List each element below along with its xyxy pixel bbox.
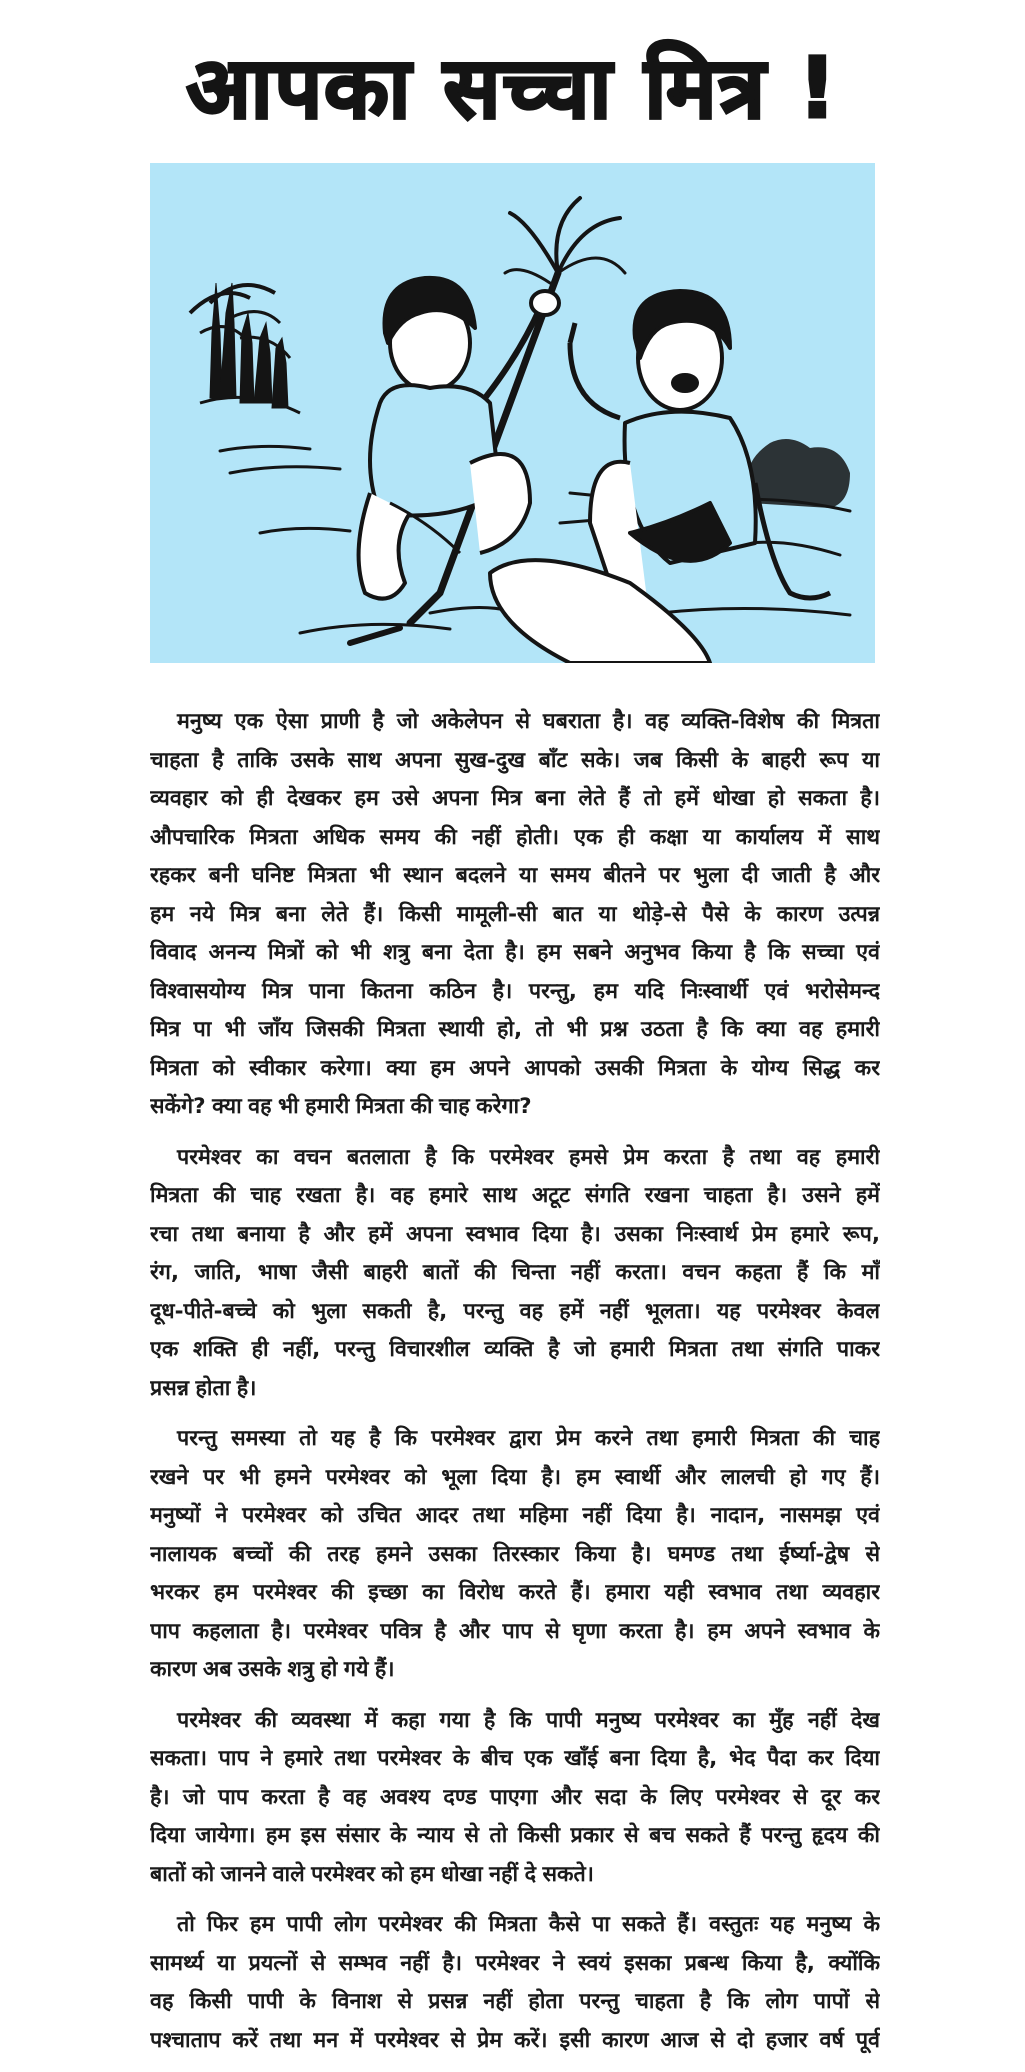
text-line: रचा तथा बनाया है और हमें अपना स्वभाव दिया है। उसका निःस्वार्थ प्रेम हमारे रूप, xyxy=(150,1221,880,1247)
article-body xyxy=(150,703,880,2072)
text-line: रहकर बनी घनिष्ट मित्रता भी स्थान बदलने या समय बीतने पर भुला दी जाती है और xyxy=(150,863,880,888)
text-line: पाप कहलाता है। परमेश्वर पवित्र है और पाप से घृणा करता है। हम अपने स्वभाव के xyxy=(150,1618,880,1644)
text-line: परमेश्वर की व्यवस्था में कहा गया है कि पापी मनुष्य परमेश्वर का मुँह नहीं देख xyxy=(177,1707,880,1733)
paragraph-4 xyxy=(150,1702,880,1895)
text-line: पश्चाताप करें तथा मन में परमेश्वर से प्रेम करें। इसी कारण आज से दो हजार वर्ष पूर्व xyxy=(150,2027,880,2053)
paragraph-5 xyxy=(150,1906,880,2060)
text-line: भरकर हम परमेश्वर की इच्छा का विरोध करते हैं। हमारा यही स्वभाव तथा व्यवहार xyxy=(150,1580,880,1605)
paragraph-3 xyxy=(150,1420,880,1690)
text-line: चाहता है ताकि उसके साथ अपना सुख-दुख बाँट सके। जब किसी के बाहरी रूप या xyxy=(150,747,880,773)
palm-trees-left xyxy=(190,283,300,413)
bush-right xyxy=(748,439,851,508)
text-line: तो फिर हम पापी लोग परमेश्वर की मित्रता कैसे पा सकते हैं। वस्तुतः यह मनुष्य के xyxy=(177,1912,880,1937)
text-line: मनुष्य एक ऐसा प्राणी है जो अकेलेपन से घबराता है। वह व्यक्ति-विशेष की मित्रता xyxy=(177,709,880,734)
page-title: आपका सच्चा मित्र ! xyxy=(186,39,839,137)
text-line: मनुष्यों ने परमेश्वर को उचित आदर तथा महिमा नहीं दिया है। नादान, नासमझ एवं xyxy=(150,1503,880,1528)
paragraph-2 xyxy=(150,1139,880,1409)
text-line: हम नये मित्र बना लेते हैं। किसी मामूली-सी बात या थोड़े-से पैसे के कारण उत्पन्न xyxy=(150,901,880,927)
text-line: रखने पर भी हमने परमेश्वर को भूला दिया है। हम स्वार्थी और लालची हो गए हैं। xyxy=(150,1464,880,1490)
text-line: परन्तु समस्या तो यह है कि परमेश्वर द्वारा प्रेम करने तथा हमारी मित्रता की चाह xyxy=(177,1426,880,1451)
illustration-two-friends xyxy=(150,163,875,663)
text-line: औपचारिक मित्रता अधिक समय की नहीं होती। एक ही कक्षा या कार्यालय में साथ xyxy=(150,824,880,850)
text-line: सामर्थ्य या प्रयत्नों से सम्भव नहीं है। परमेश्वर ने स्वयं इसका प्रबन्ध किया है, क्योंकि xyxy=(150,1950,880,1976)
text-line: विवाद अनन्य मित्रों को भी शत्रु बना देता है। हम सबने अनुभव किया है कि सच्चा एवं xyxy=(150,940,880,965)
text-line: रंग, जाति, भाषा जैसी बाहरी बातों की चिन्ता नहीं करता। वचन कहता हैं कि माँ xyxy=(150,1260,880,1285)
paragraph-1 xyxy=(150,703,880,1127)
text-line: मित्रता को स्वीकार करेगा। क्या हम अपने आपको उसकी मित्रता के योग्य सिद्ध कर xyxy=(150,1055,880,1081)
text-line: दूध-पीते-बच्चे को भुला सकती है, परन्तु वह हमें नहीं भूलता। यह परमेश्वर केवल xyxy=(150,1298,880,1324)
text-line: मित्र पा भी जाँय जिसकी मित्रता स्थायी हो, तो भी प्रश्न उठता है कि क्या वह हमारी xyxy=(150,1017,880,1042)
text-line: सकता। पाप ने हमारे तथा परमेश्वर के बीच एक खाँई बना दिया है, भेद पैदा कर दिया xyxy=(150,1746,880,1771)
text-line: वह किसी पापी के विनाश से प्रसन्न नहीं होता परन्तु चाहता है कि लोग पापों से xyxy=(150,1989,880,2014)
text-line: प्रसन्न होता है। xyxy=(150,1375,257,1401)
text-line: मित्रता की चाह रखता है। वह हमारे साथ अटूट संगति रखना चाहता है। उसने हमें xyxy=(150,1183,880,1208)
text-line: बातों को जानने वाले परमेश्वर को हम धोखा नहीं दे सकते। xyxy=(150,1861,594,1887)
text-line: है। जो पाप करता है वह अवश्य दण्ड पाएगा और सदा के लिए परमेश्वर से दूर कर xyxy=(150,1784,880,1810)
two-boys-drawing xyxy=(150,163,875,663)
text-line: नालायक बच्चों की तरह हमने उसका तिरस्कार किया है। घमण्ड तथा ईर्ष्या-द्वेष से xyxy=(150,1541,880,1567)
text-line: परमेश्वर का वचन बतलाता है कि परमेश्वर हमसे प्रेम करता है तथा वह हमारी xyxy=(177,1144,880,1170)
text-line: एक शक्ति ही नहीं, परन्तु विचारशील व्यक्ति है जो हमारी मित्रता तथा संगति पाकर xyxy=(150,1337,880,1362)
text-line: सकेंगे? क्या वह भी हमारी मित्रता की चाह करेगा? xyxy=(150,1094,532,1119)
text-line: व्यवहार को ही देखकर हम उसे अपना मित्र बना लेते हैं तो हमें धोखा हो सकता है। xyxy=(150,786,880,811)
text-line: विश्वासयोग्य मित्र पाना कितना कठिन है। परन्तु, हम यदि निःस्वार्थी एवं भरोसेमन्द xyxy=(150,978,880,1004)
left-boy xyxy=(359,278,559,599)
text-line: दिया जायेगा। हम इस संसार के न्याय से तो किसी प्रकार से बच सकते हैं परन्तु हृदय की xyxy=(150,1823,880,1848)
text-line: कारण अब उसके शत्रु हो गये हैं। xyxy=(150,1657,395,1682)
